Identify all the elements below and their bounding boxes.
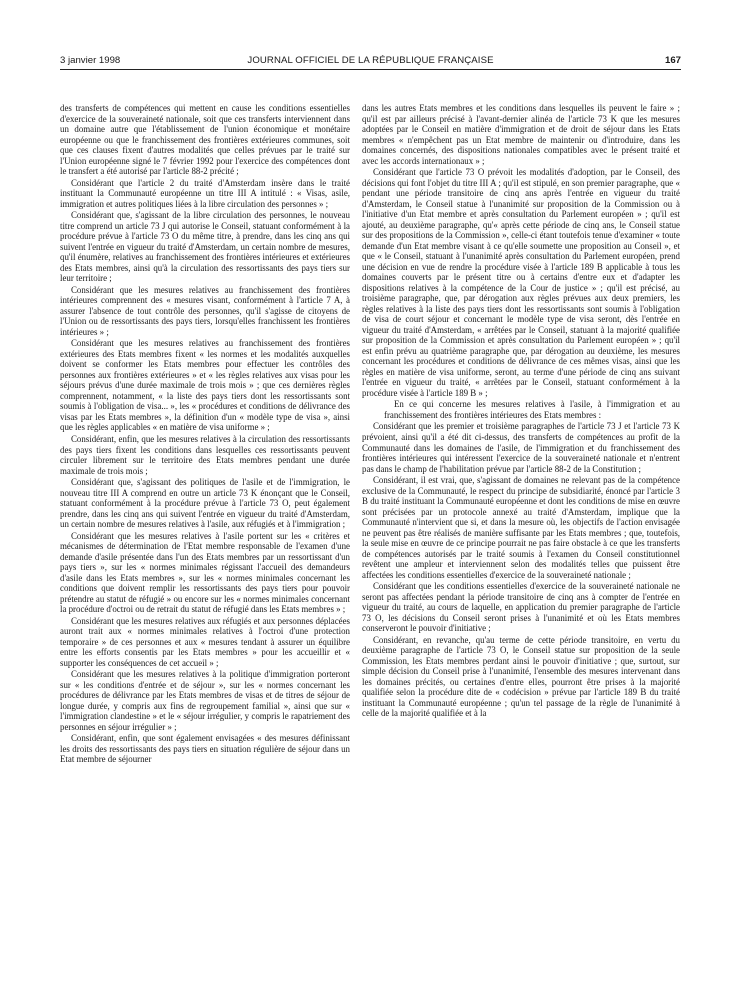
- paragraph: Considérant que les premier et troisième paragraphes de l'article 73 J et l'article 73 K prévoient, ainsi qu'il a été dit ci-dessus, des transferts de compétences au profit de la Communauté dans les domaines de l'asile, de l'immigration et du franchissement des frontières intérieures qui intéressent l'exercice de la souveraineté nationale et n'entrent pas dans le champ de l'habilitation prévue par l'article 88-2 de la Constitution ;: [362, 421, 680, 474]
- paragraph: Considérant que l'article 73 O prévoit les modalités d'adoption, par le Conseil, des décisions qui font l'objet du titre III A ; qu'il est stipulé, en son premier paragraphe, que « pendant une période transitoire de cinq ans après l'entrée en vigueur du traité d'Amsterdam, le Conseil statue à l'unanimité sur proposition de la Commission ou à l'initiative d'un Etat membre et après consultation du Parlement européen » ; qu'il est ajouté, au deuxième paragraphe, qu'« après cette période de cinq ans, le Conseil statue sur des propositions de la Commission », celle-ci étant toutefois tenue d'examiner « toute demande d'un Etat membre visant à ce qu'elle soumette une proposition au Conseil », et que « le Conseil, statuant à l'unanimité après consultation du Parlement européen, prend une décision en vue de rendre la procédure visée à l'article 189 B applicable à tous les domaines couverts par le présent titre ou à certains d'entre eux et d'adapter les dispositions relatives à la compétence de la Cour de justice » ; qu'il est précisé, au troisième paragraphe, que, par dérogation aux règles prévues aux deux premiers, les règles relatives à la liste des pays tiers dont les ressortissants sont soumis à l'obligation de visa de court séjour et concernant le modèle type de visa seront, dès l'entrée en vigueur du traité d'Amsterdam, « arrêtées par le Conseil, statuant à la majorité qualifiée sur proposition de la Commission et après consultation du Parlement européen » ; qu'il est enfin prévu au quatrième paragraphe que, par dérogation au deuxième, les mesures concernant les procédures et conditions de délivrance de ces mêmes visas, ainsi que les règles en matière de visa uniforme, seront, au terme d'une période de cinq ans suivant l'entrée en vigueur du traité, « arrêtées par le Conseil, statuant conformément à la procédure visée à l'article 189 B » ;: [362, 167, 680, 398]
- paragraph: des transferts de compétences qui mettent en cause les conditions essentielles d'exercice de la souveraineté nationale, soit que ces transferts interviennent dans un domaine autre que l'établissement de l'union économique et monétaire européenne ou que le franchissement des frontières extérieures communes, soit que ces clauses fixent d'autres modalités que celles prévues par le traité sur l'Union européenne signé le 7 février 1992 pour l'exercice des compétences dont le transfert a été autorisé par l'article 88-2 précité ;: [60, 103, 350, 177]
- paragraph: Considérant que les mesures relatives à la politique d'immigration porteront sur « les conditions d'entrée et de séjour », sur les « normes concernant les procédures de délivrance par les Etats membres de visas et de titres de séjour de longue durée, y compris aux fins de regroupement familial », ainsi que sur « l'immigration clandestine » et le « séjour irrégulier, y compris le rapatriement des personnes en séjour irrégulier » ;: [60, 669, 350, 732]
- paragraph: Considérant que l'article 2 du traité d'Amsterdam insère dans le traité instituant la Communauté européenne un titre III A intitulé : « Visas, asile, immigration et autres politiques liées à la libre circulation des personnes » ;: [60, 177, 350, 209]
- paragraph: Considérant que les mesures relatives au franchissement des frontières intérieures comprennent des « mesures visant, conformément à l'article 7 A, à assurer l'absence de tout contrôle des personnes, qu'il s'agisse de citoyens de l'Union ou de ressortissants des pays tiers, lorsqu'elles franchissent les frontières intérieures » ;: [60, 284, 350, 337]
- paragraph: Considérant que les mesures relatives au franchissement des frontières extérieures des Etats membres fixent « les normes et les modalités auxquelles doivent se conformer les Etats membres pour effectuer les contrôles des personnes aux frontières extérieures » et « les règles relatives aux visas pour les séjours prévus d'une durée maximale de trois mois » ; que ces dernières règles comprennent, notamment, « la liste des pays tiers dont les ressortissants sont soumis à l'obligation de visa... », les « procédures et conditions de délivrance des visas par les Etats membres », la définition d'un « modèle type de visa », ainsi que les règles applicables « en matière de visa uniforme » ;: [60, 338, 350, 433]
- publication-title: JOURNAL OFFICIEL DE LA RÉPUBLIQUE FRANÇAISE: [247, 55, 494, 66]
- page-number: 167: [664, 55, 681, 66]
- paragraph: Considérant que les conditions essentielles d'exercice de la souveraineté nationale ne seront pas affectées pendant la période transitoire de cinq ans à compter de l'entrée en vigueur du traité, au cours de laquelle, en application du premier paragraphe de l'article 73 O, les décisions du Conseil seront prises à l'unanimité et où les Etats membres conserveront le pouvoir d'initiative ;: [362, 581, 680, 634]
- left-column: [60, 103, 350, 963]
- paragraph: Considérant, enfin, que sont également envisagées « des mesures définissant les droits des ressortissants des pays tiers en situation régulière de séjour dans un Etat membre de séjourner: [60, 733, 350, 765]
- paragraph: dans les autres Etats membres et les conditions dans lesquelles ils peuvent le faire » ; qu'il est par ailleurs précisé à l'avant-dernier alinéa de l'article 73 K que les mesures adoptées par le Conseil en matière d'immigration et de droit de séjour dans les Etats membres « n'empêchent pas un Etat membre de maintenir ou d'introduire, dans les domaines concernés, des dispositions nationales compatibles avec le présent traité et avec les accords internationaux » ;: [362, 103, 680, 166]
- right-column: [362, 103, 680, 963]
- paragraph: Considérant, enfin, que les mesures relatives à la circulation des ressortissants des pays tiers fixent les conditions dans lesquelles ces ressortissants peuvent circuler librement sur le territoire des Etats membres pendant une durée maximale de trois mois ;: [60, 433, 350, 476]
- header-rule: [60, 69, 681, 70]
- paragraph: Considérant, en revanche, qu'au terme de cette période transitoire, en vertu du deuxième paragraphe de l'article 73 O, le Conseil statue sur proposition de la seule Commission, les Etats membres perdant ainsi le pouvoir d'initiative ; que, surtout, sur simple décision du Conseil prise à l'unanimité, l'ensemble des mesures intervenant dans les domaines précités, ou certaines d'entre elles, pourront être prises à la majorité qualifiée selon la procédure dite de « codécision » prévue par l'article 189 B du traité instituant la Communauté européenne ; qu'un tel passage de la règle de l'unanimité à celle de la majorité qualifiée et à la: [362, 634, 680, 719]
- paragraph: Considérant que, s'agissant de la libre circulation des personnes, le nouveau titre comprend un article 73 J qui autorise le Conseil, statuant conformément à la procédure prévue à l'article 73 O du même titre, à prendre, dans les cinq ans qui suivent l'entrée en vigueur du traité d'Amsterdam, un certain nombre de mesures, qu'il énumère, relatives au franchissement des frontières intérieures et extérieures des Etats membres, ainsi qu'à la circulation des ressortissants des pays tiers sur leur territoire ;: [60, 210, 350, 284]
- paragraph: Considérant que les mesures relatives aux réfugiés et aux personnes déplacées auront trait aux « normes minimales relatives à l'octroi d'une protection temporaire » de ces personnes et aux « mesures tendant à assurer un équilibre entre les efforts consentis par les Etats membres » pour les accueillir et « supporter les conséquences de cet accueil » ;: [60, 615, 350, 668]
- issue-date: 3 janvier 1998: [60, 55, 121, 66]
- paragraph: Considérant que les mesures relatives à l'asile portent sur les « critères et mécanismes de détermination de l'Etat membre responsable de l'examen d'une demande d'asile présentée dans l'un des Etats membres par un ressortissant d'un pays tiers », sur les « normes minimales régissant l'accueil des demandeurs d'asile dans les Etats membres », sur les « normes minimales concernant les conditions que doivent remplir les ressortissants des pays tiers pour pouvoir prétendre au statut de réfugié » ou encore sur les « normes minimales concernant la procédure d'octroi ou de retrait du statut de réfugié dans les Etats membres » ;: [60, 530, 350, 615]
- section-heading: En ce qui concerne les mesures relatives à l'asile, à l'immigration et au franchissement des frontières intérieures des Etats membres :: [384, 399, 680, 420]
- paragraph: Considérant que, s'agissant des politiques de l'asile et de l'immigration, le nouveau titre III A comprend en outre un article 73 K énonçant que le Conseil, statuant conformément à la procédure prévue à l'article 73 O, peut également prendre, dans les cinq ans qui suivent l'entrée en vigueur du traité d'Amsterdam, un certain nombre de mesures relatives à l'asile, aux réfugiés et à l'immigration ;: [60, 477, 350, 530]
- paragraph: Considérant, il est vrai, que, s'agissant de domaines ne relevant pas de la compétence exclusive de la Communauté, le respect du principe de subsidiarité, énoncé par l'article 3 B du traité instituant la Communauté européenne et dont les conditions de mise en œuvre sont précisées par un protocole annexé au traité d'Amsterdam, implique que la Communauté n'intervient que si, et dans la mesure où, les objectifs de l'action envisagée ne peuvent pas être réalisés de manière suffisante par les Etats membres ; que, toutefois, la seule mise en œuvre de ce principe pourrait ne pas faire obstacle à ce que les transferts de compétences autorisés par le traité soumis à l'examen du Conseil constitutionnel revêtent une ampleur et interviennent selon des modalités telles que puissent être affectées les conditions essentielles d'exercice de la souveraineté nationale ;: [362, 475, 680, 580]
